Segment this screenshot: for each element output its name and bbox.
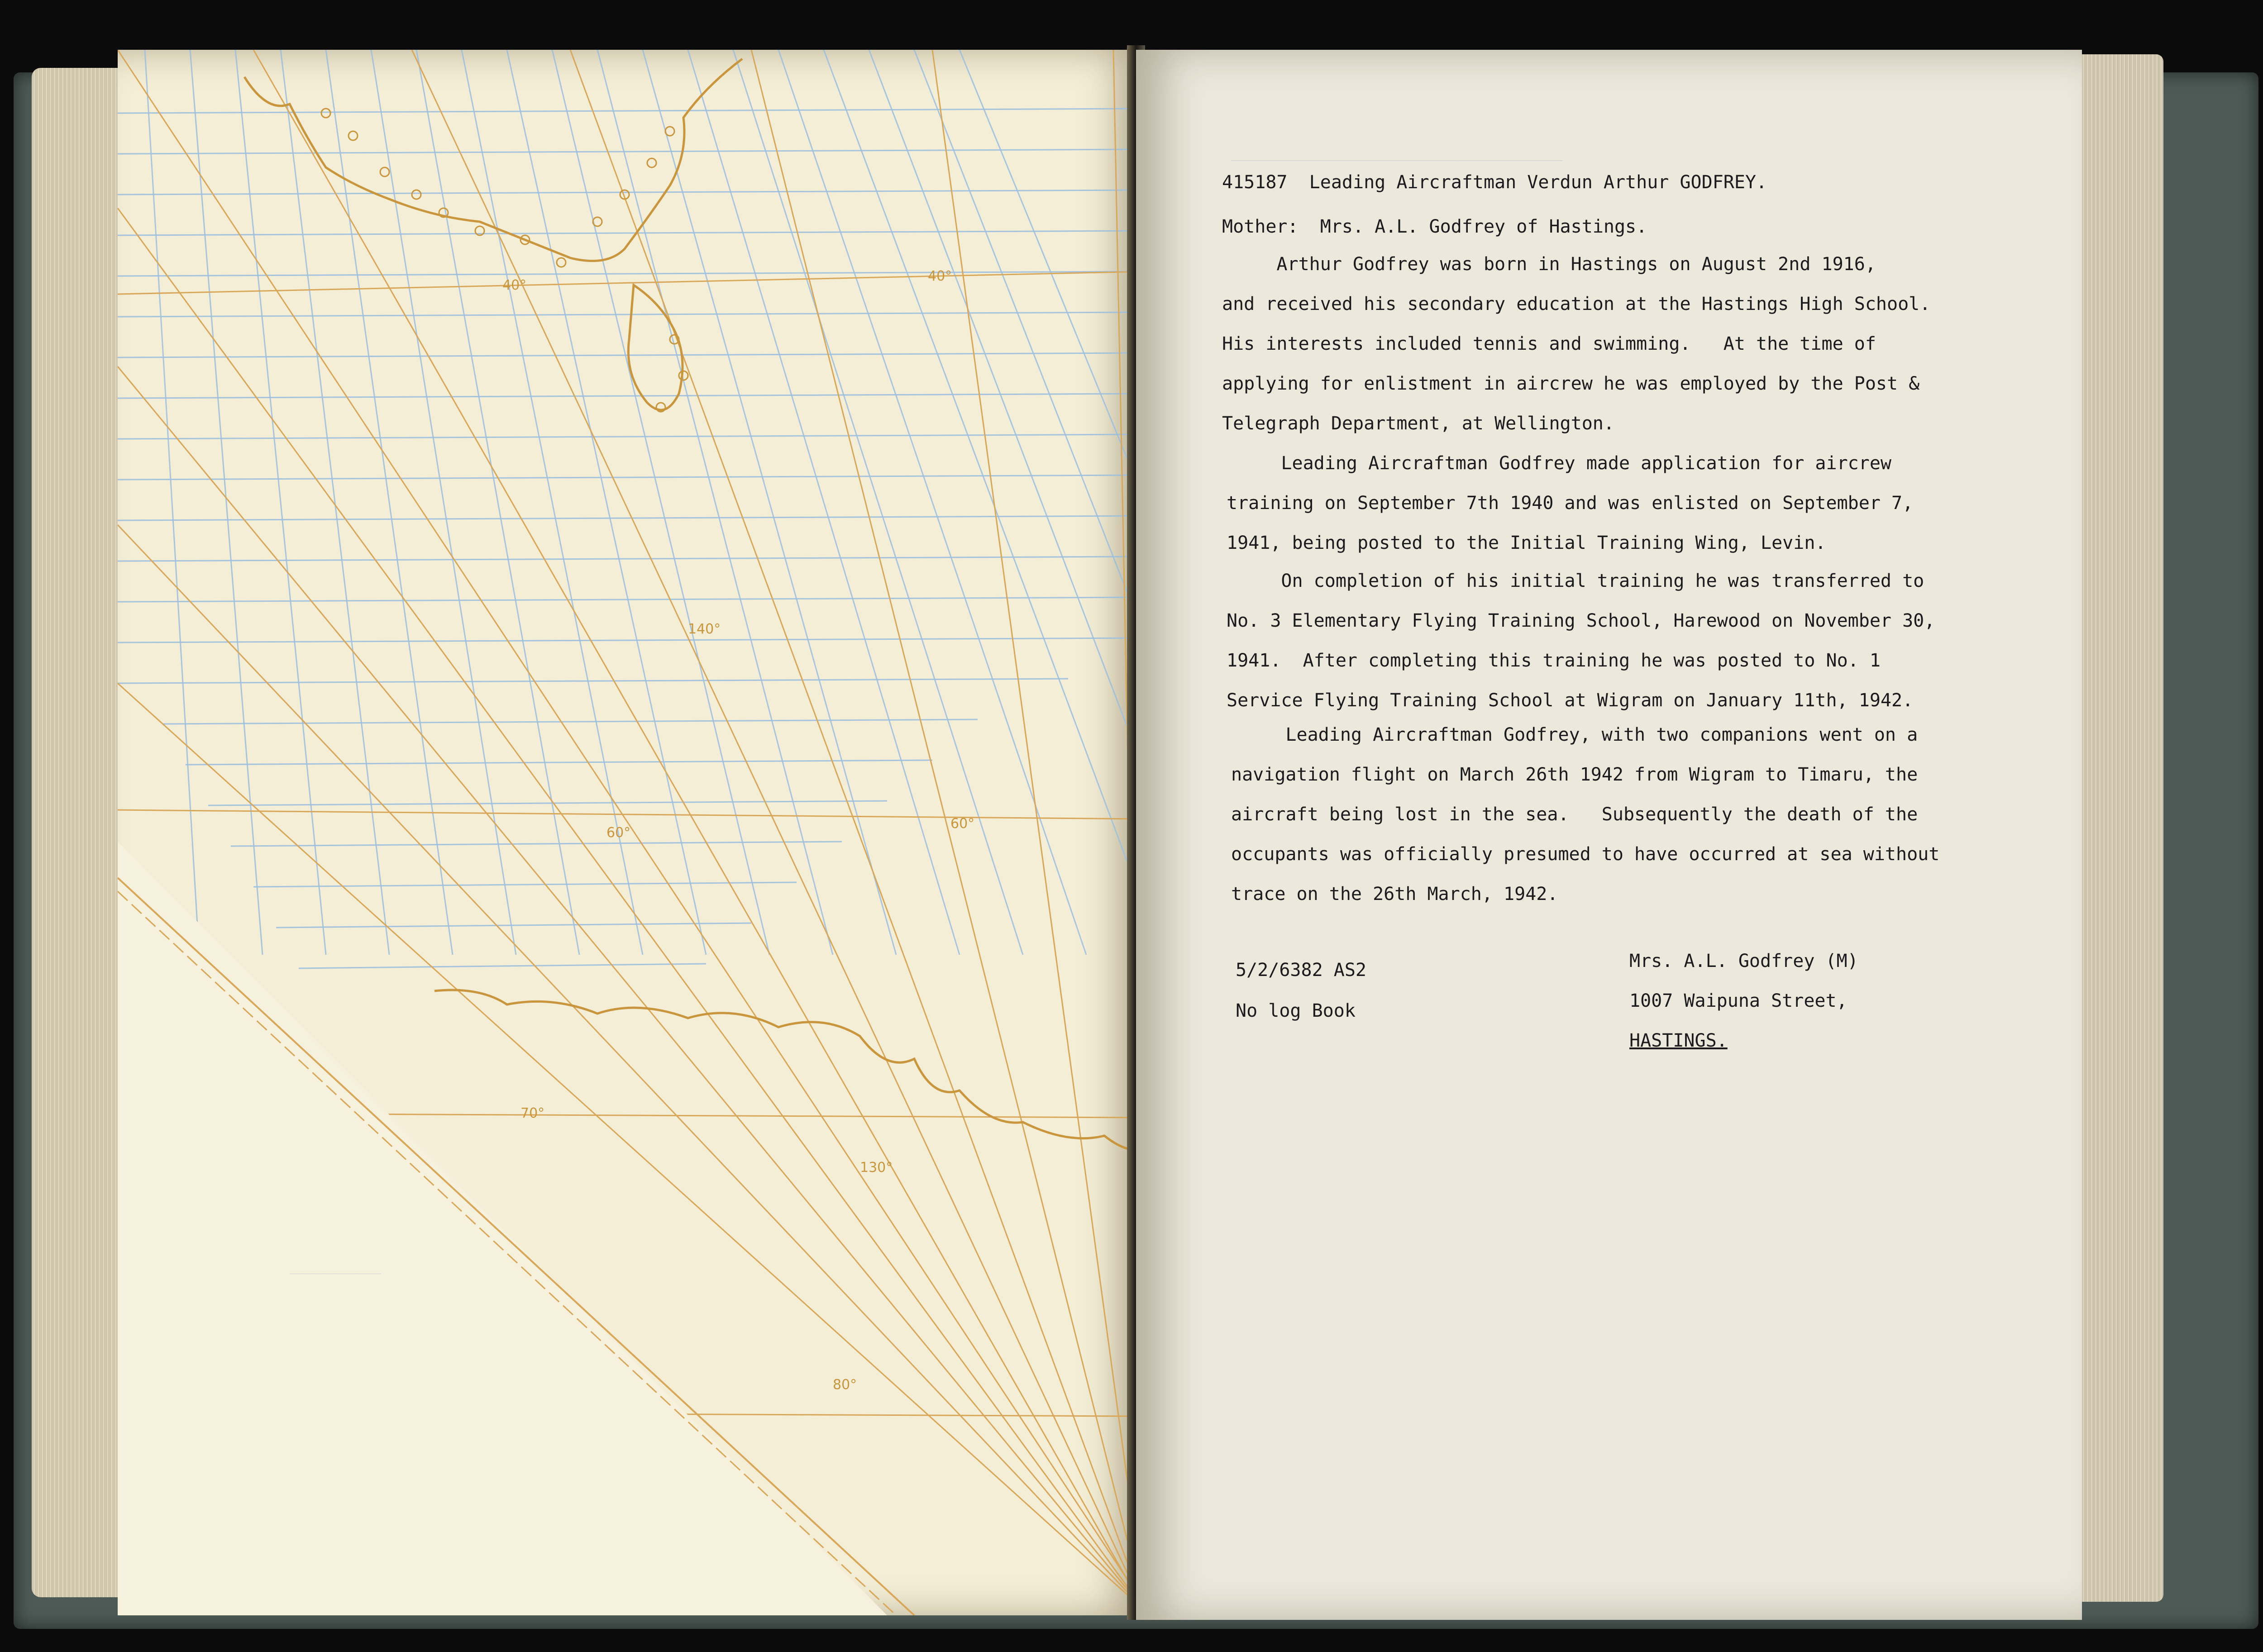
lat-label: 80° bbox=[833, 1377, 857, 1393]
lat-label: 70° bbox=[520, 1105, 545, 1121]
next-of-kin-address bbox=[1629, 941, 1858, 1061]
text-line: navigation flight on March 26th 1942 from Wigram to Timaru, the bbox=[1231, 764, 1918, 785]
lat-label: 40° bbox=[502, 277, 527, 293]
lat-label: 60° bbox=[606, 825, 631, 841]
text-line: trace on the 26th March, 1942. bbox=[1231, 884, 1558, 905]
text-line: No. 3 Elementary Flying Training School, Harewood on November 30, bbox=[1227, 610, 1935, 631]
address-line: 1007 Waipuna Street, bbox=[1629, 990, 1848, 1011]
text-line: Arthur Godfrey was born in Hastings on August 2nd 1916, bbox=[1222, 254, 1876, 275]
text-line: Leading Aircraftman Godfrey made application for aircrew bbox=[1227, 453, 1892, 474]
lat-label: 40° bbox=[928, 268, 952, 284]
address-line: Mrs. A.L. Godfrey (M) bbox=[1629, 951, 1858, 971]
map-graphic bbox=[118, 50, 1145, 1615]
text-line: Leading Aircraftman Godfrey, with two companions went on a bbox=[1231, 724, 1918, 745]
file-reference: 5/2/6382 AS2 bbox=[1236, 960, 1366, 981]
page-edges-right bbox=[2073, 54, 2163, 1602]
log-note: No log Book bbox=[1236, 1000, 1356, 1021]
mother-line: Mother: Mrs. A.L. Godfrey of Hastings. bbox=[1222, 216, 1647, 237]
address-town: HASTINGS. bbox=[1629, 1030, 1728, 1051]
text-line: 1941. After completing this training he was posted to No. 1 bbox=[1227, 650, 1881, 671]
text-line: training on September 7th 1940 and was enlisted on September 7, bbox=[1227, 493, 1914, 514]
show-through-text: ________ bbox=[290, 1252, 382, 1274]
show-through-text: ________________________________ bbox=[1231, 141, 1563, 161]
lon-label: 130° bbox=[860, 1160, 893, 1176]
paragraph-3 bbox=[1227, 561, 1935, 720]
text-line: occupants was officially presumed to have occurred at sea without bbox=[1231, 844, 1940, 865]
text-line: applying for enlistment in aircrew he was employed by the Post & bbox=[1222, 373, 1920, 394]
lat-label: 60° bbox=[950, 816, 975, 832]
paragraph-4 bbox=[1231, 715, 1939, 914]
record-heading: 415187 Leading Aircraftman Verdun Arthur GODFREY. bbox=[1222, 172, 1767, 193]
text-line: Telegraph Department, at Wellington. bbox=[1222, 413, 1614, 434]
text-line: Service Flying Training School at Wigram on January 11th, 1942. bbox=[1227, 690, 1914, 711]
text-line: and received his secondary education at the Hastings High School. bbox=[1222, 294, 1931, 314]
text-line: aircraft being lost in the sea. Subsequently the death of the bbox=[1231, 804, 1918, 825]
paragraph-1 bbox=[1222, 244, 1930, 443]
left-page-map bbox=[118, 50, 1145, 1615]
text-line: On completion of his initial training he was transferred to bbox=[1227, 571, 1924, 591]
lon-label: 140° bbox=[688, 621, 721, 637]
paragraph-2 bbox=[1227, 443, 1913, 563]
text-line: His interests included tennis and swimming. At the time of bbox=[1222, 333, 1876, 354]
text-line: 1941, being posted to the Initial Training Wing, Levin. bbox=[1227, 533, 1826, 553]
